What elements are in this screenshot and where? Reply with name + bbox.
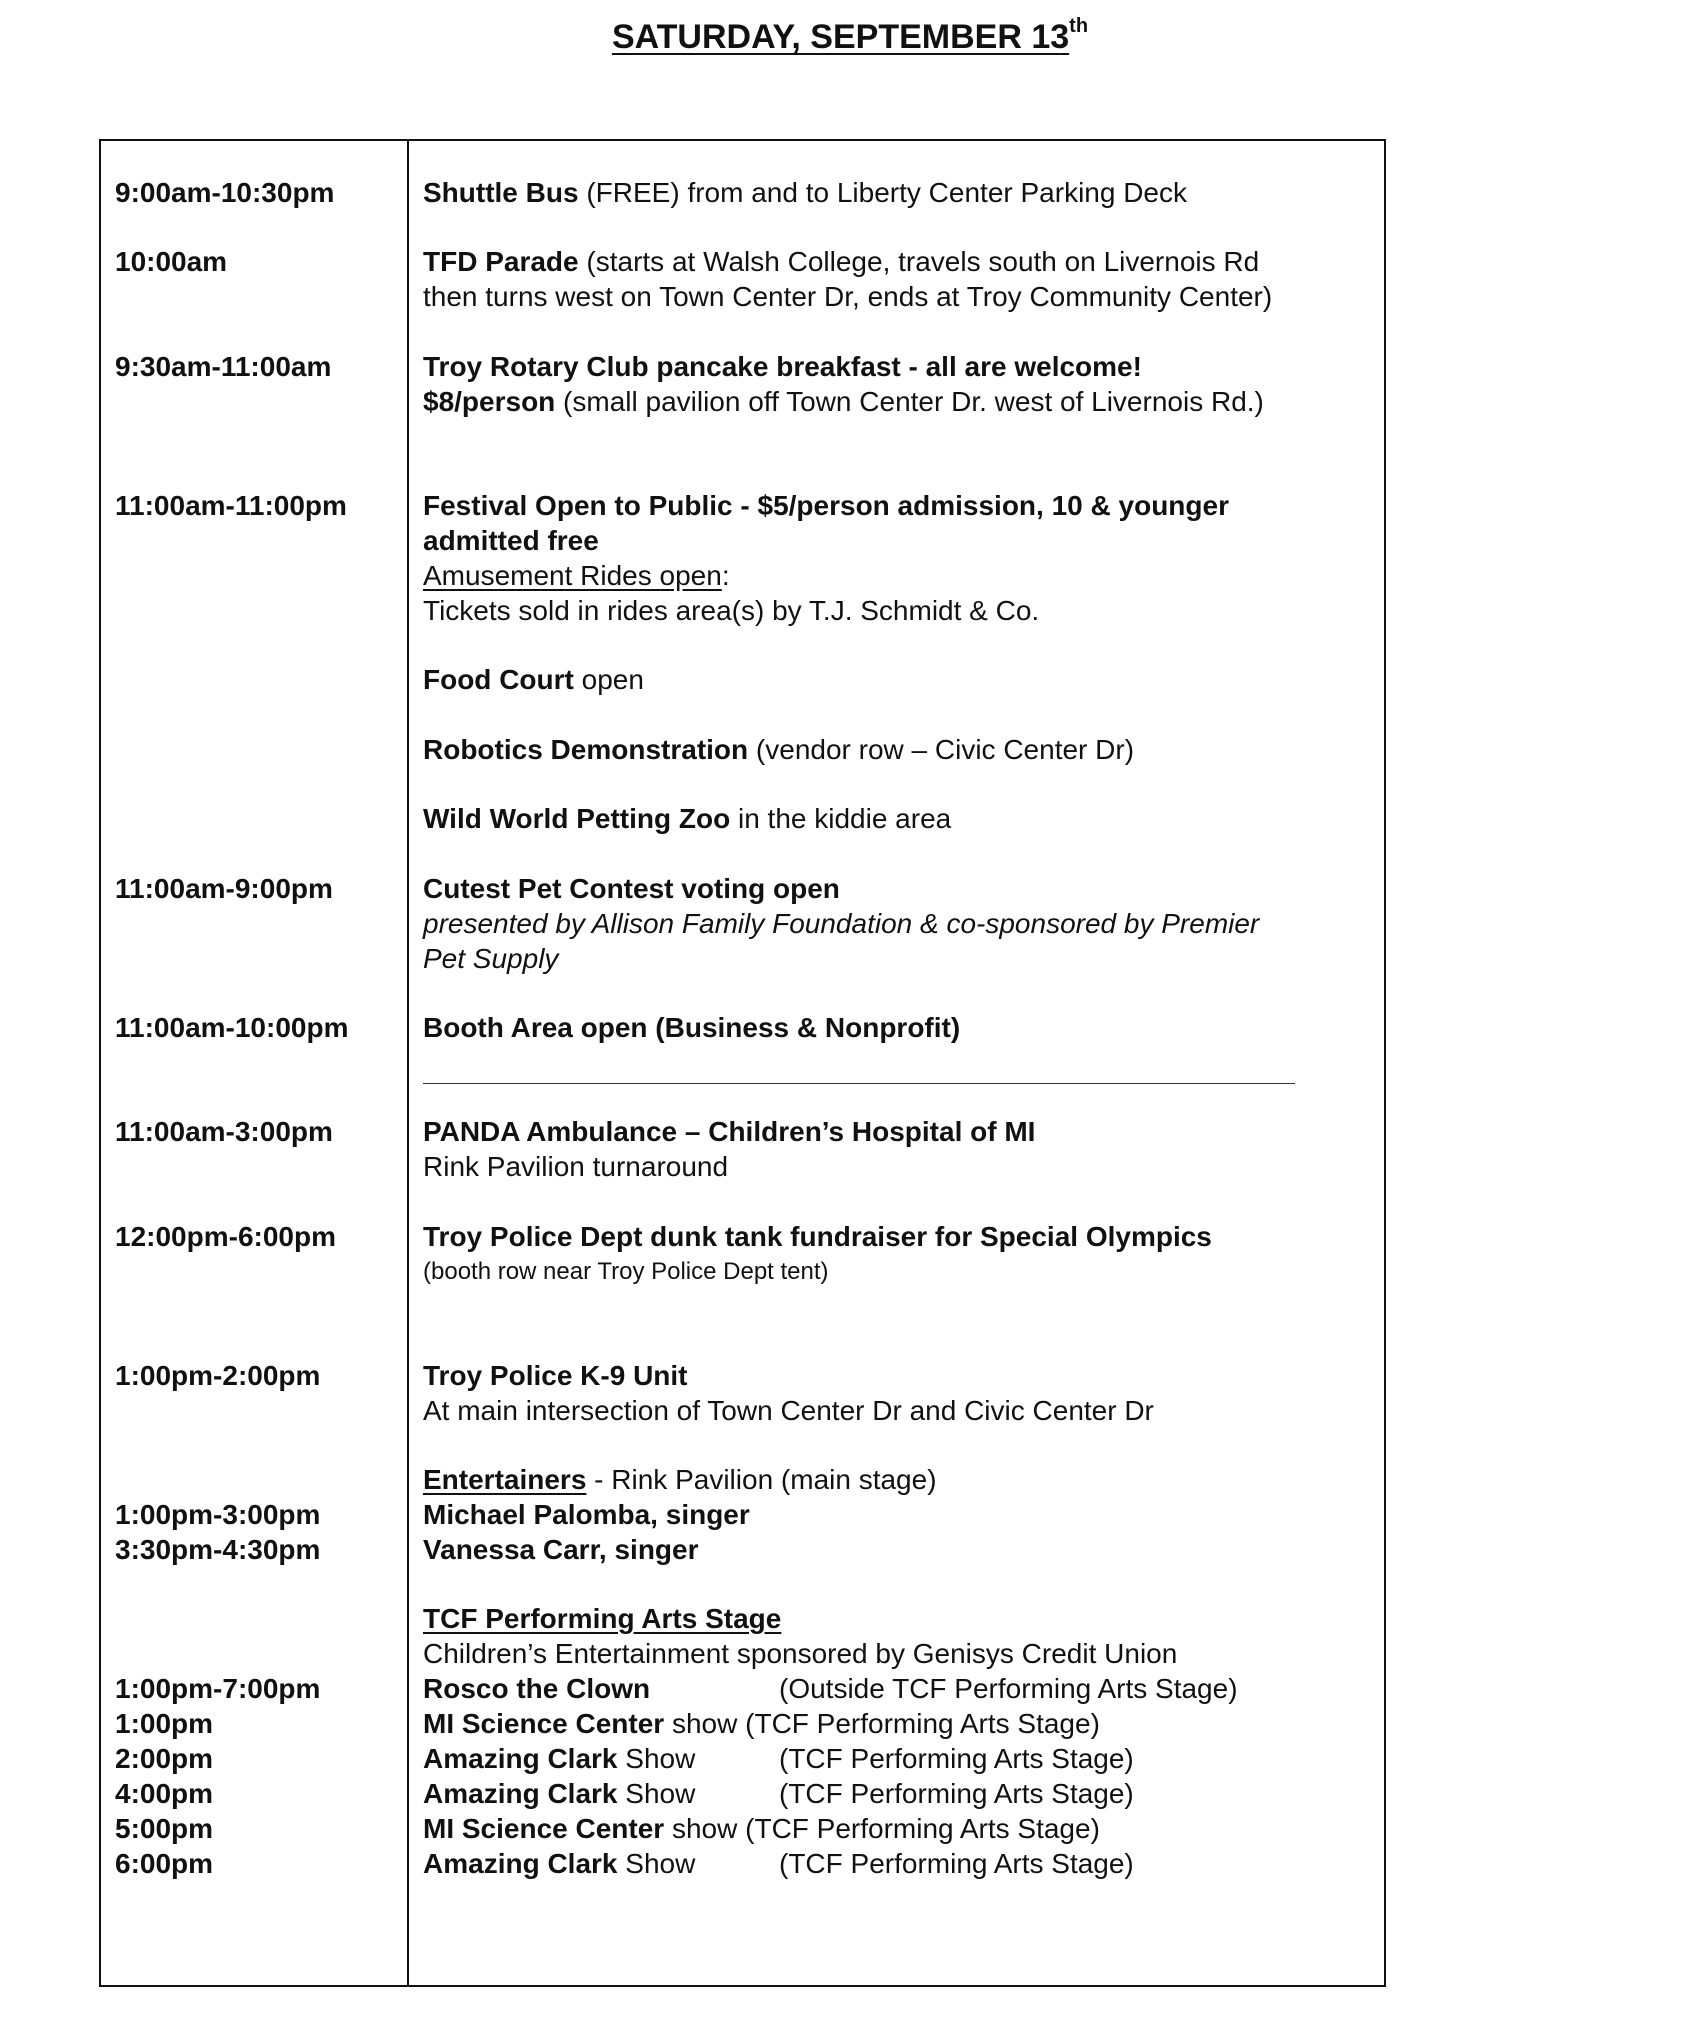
time-label: 3:30pm-4:30pm: [115, 1534, 321, 1565]
event-zoo: Wild World Petting Zoo in the kiddie area: [423, 803, 952, 834]
time-label: 6:00pm: [115, 1848, 214, 1879]
time-label: 1:00pm-2:00pm: [115, 1360, 321, 1391]
time-label: 2:00pm: [115, 1743, 214, 1774]
title-superscript: th: [1069, 14, 1089, 37]
time-label: 5:00pm: [115, 1813, 214, 1844]
time-label: 1:00pm: [115, 1708, 214, 1739]
time-label: 11:00am-11:00pm: [115, 490, 347, 521]
event-pet-contest: Cutest Pet Contest voting open presented by Allison Family Foundation & co-sponsored by Premier Pet Supply: [423, 873, 1260, 974]
list-item: MI Science Center show (TCF Performing Arts Stage): [423, 1813, 1100, 1844]
event-shuttle: Shuttle Bus (FREE) from and to Liberty Center Parking Deck: [423, 177, 1188, 208]
event-robotics: Robotics Demonstration (vendor row – Civic Center Dr): [423, 734, 1135, 765]
time-label: 11:00am-9:00pm: [115, 873, 333, 904]
list-item: Amazing Clark Show (TCF Performing Arts Stage): [423, 1778, 1134, 1809]
column-divider: [407, 139, 409, 1987]
list-item: Rosco the Clown (Outside TCF Performing Arts Stage): [423, 1673, 1238, 1704]
event-parade: TFD Parade (starts at Walsh College, travels south on Livernois Rd then turns west on Town Center Dr, ends at Troy Community Center): [423, 246, 1273, 312]
time-label: 1:00pm-7:00pm: [115, 1673, 321, 1704]
title-text: SATURDAY, SEPTEMBER 13: [611, 18, 1070, 56]
event-festival: Festival Open to Public - $5/person admission, 10 & younger admitted free Amusement Rides open: Tickets sold in rides area(s) by T.J. Schmidt & Co.: [423, 490, 1229, 626]
time-label: 1:00pm-3:00pm: [115, 1499, 321, 1530]
tcf-header: TCF Performing Arts Stage: [423, 1603, 782, 1634]
time-label: 11:00am-10:00pm: [115, 1012, 349, 1043]
event-booth: Booth Area open (Business & Nonprofit): [423, 1012, 961, 1043]
event-panda: PANDA Ambulance – Children’s Hospital of MI Rink Pavilion turnaround: [423, 1116, 1036, 1182]
time-label: 9:00am-10:30pm: [115, 177, 335, 208]
time-label: 4:00pm: [115, 1778, 214, 1809]
event-dunk-tank: Troy Police Dept dunk tank fundraiser for Special Olympics (booth row near Troy Police Dept tent): [423, 1221, 1212, 1285]
amusement-rides-link: Amusement Rides open: [423, 560, 722, 591]
entertainers-header: Entertainers: [423, 1464, 587, 1495]
section-divider: [423, 1083, 1295, 1084]
time-label: 12:00pm-6:00pm: [115, 1221, 336, 1252]
event-entertainers: Entertainers - Rink Pavilion (main stage) Michael Palomba, singer Vanessa Carr, singer: [423, 1464, 937, 1565]
list-item: MI Science Center show (TCF Performing Arts Stage): [423, 1708, 1100, 1739]
event-tcf-stage: TCF Performing Arts Stage Children’s Entertainment sponsored by Genisys Credit Union Rosco the Clown (Outside TCF Performing Arts Stage) MI Science Center show (TCF Performing Arts Stage) Amazing Clark Show (TCF Performing Arts Stage) Amazing Clark Show (TCF Performing Arts Stage) MI Science Center show (TCF Performing Arts Stage) Amazing Clark Show (TCF Performing Arts Stage): [423, 1603, 1238, 1879]
time-label: 10:00am: [115, 246, 228, 277]
event-breakfast: Troy Rotary Club pancake breakfast - all are welcome! $8/person (small pavilion off Town Center Dr. west of Livernois Rd.): [423, 351, 1264, 417]
time-label: 11:00am-3:00pm: [115, 1116, 333, 1147]
list-item: Amazing Clark Show (TCF Performing Arts Stage): [423, 1848, 1134, 1879]
list-item: Amazing Clark Show (TCF Performing Arts Stage): [423, 1743, 1134, 1774]
page-title: [0, 14, 1700, 57]
time-label: 9:30am-11:00am: [115, 351, 332, 382]
event-k9: Troy Police K-9 Unit At main intersection of Town Center Dr and Civic Center Dr: [423, 1360, 1154, 1426]
event-food: Food Court open: [423, 664, 644, 695]
